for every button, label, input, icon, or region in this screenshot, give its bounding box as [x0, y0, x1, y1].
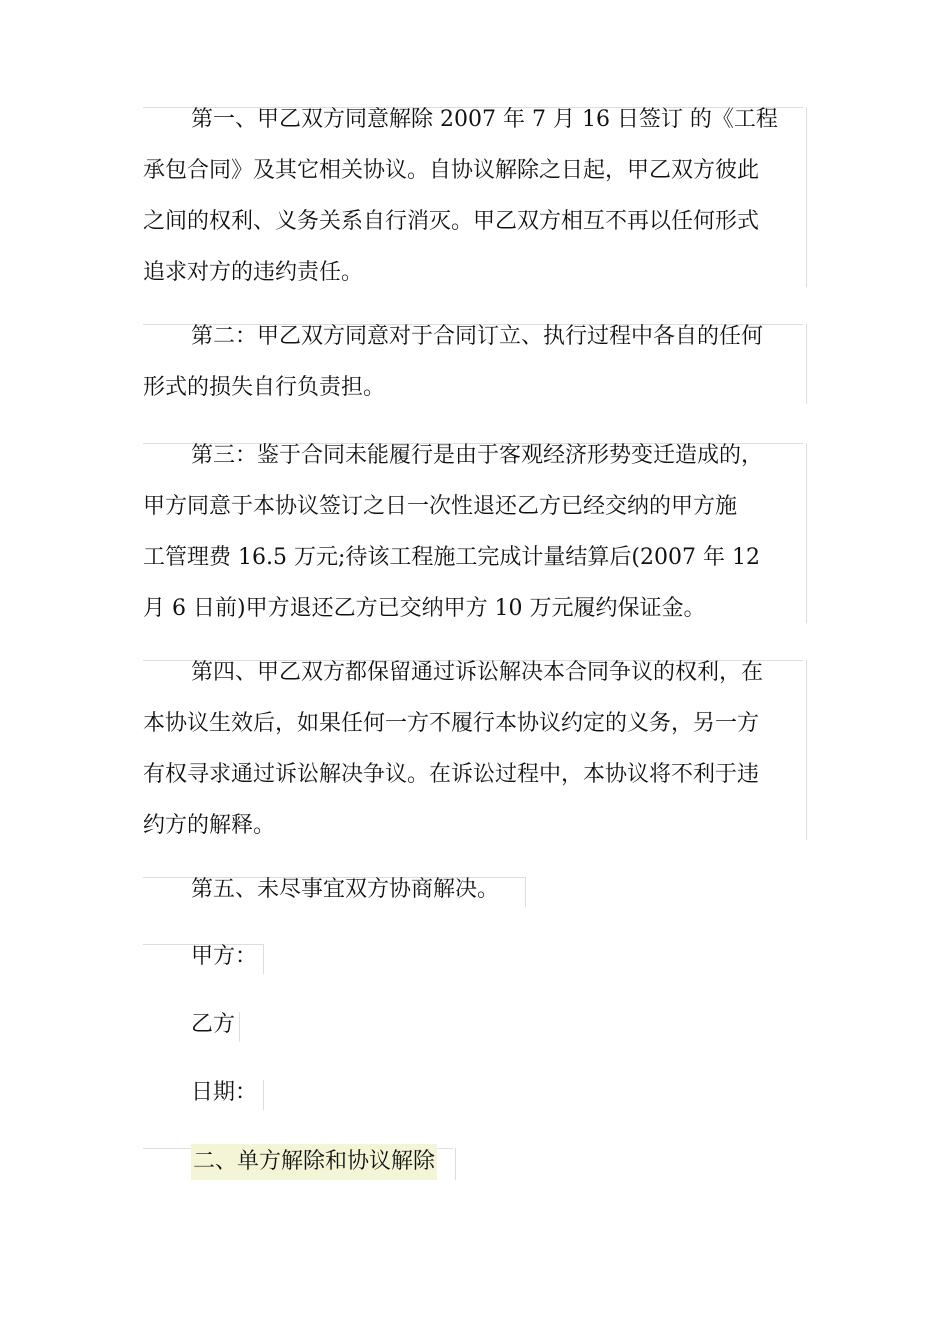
- paragraph-line: 第五、未尽事宜双方协商解决。: [191, 877, 500, 902]
- paragraph-line: 本协议生效后，如果任何一方不履行本协议约定的义务，另一方: [143, 711, 760, 736]
- party-a-line: [143, 931, 818, 982]
- paragraph-line: 约方的解释。: [143, 813, 276, 838]
- paragraph-line: 有权寻求通过诉讼解决争议。在诉讼过程中，本协议将不利于违: [143, 762, 760, 787]
- paragraph-line: 甲方同意于本协议签订之日一次性退还乙方已经交纳的甲方施: [143, 494, 738, 519]
- party-b-line: [143, 999, 818, 1050]
- paragraph-line: 之间的权利、义务关系自行消灭。甲乙双方相互不再以任何形式: [143, 209, 760, 234]
- party-b-label: 乙方: [191, 1012, 236, 1037]
- paragraph-3: [143, 430, 818, 634]
- paragraph-line: 第一、甲乙双方同意解除 2007 年 7 月 16 日签订 的《工程: [191, 107, 778, 132]
- margin-mark: [455, 1148, 456, 1180]
- date-label: 日期：: [191, 1080, 258, 1105]
- paragraph-line: 追求对方的违约责任。: [143, 260, 364, 285]
- date-line: [143, 1067, 818, 1118]
- party-a-label: 甲方：: [191, 944, 258, 969]
- paragraph-line: 第三：鉴于合同未能履行是由于客观经济形势变迁造成的，: [191, 443, 764, 468]
- paragraph-line: 承包合同》及其它相关协议。自协议解除之日起，甲乙双方彼此: [143, 158, 760, 183]
- paragraph-line: 第四、甲乙双方都保留通过诉讼解决本合同争议的权利，在: [191, 660, 764, 685]
- paragraph-5: [143, 864, 818, 915]
- paragraph-2: [143, 311, 818, 413]
- paragraph-1: [143, 94, 818, 298]
- paragraph-line: 月 6 日前)甲方退还乙方已交纳甲方 10 万元履约保证金。: [143, 596, 706, 621]
- paragraph-line: 第二：甲乙双方同意对于合同订立、执行过程中各自的任何: [191, 324, 764, 349]
- section-heading: 二、单方解除和协议解除: [191, 1144, 437, 1180]
- paragraph-4: [143, 647, 818, 851]
- paragraph-line: 形式的损失自行负责担。: [143, 375, 386, 400]
- paragraph-line: 工管理费 16.5 万元;待该工程施工完成计量结算后(2007 年 12: [143, 545, 760, 570]
